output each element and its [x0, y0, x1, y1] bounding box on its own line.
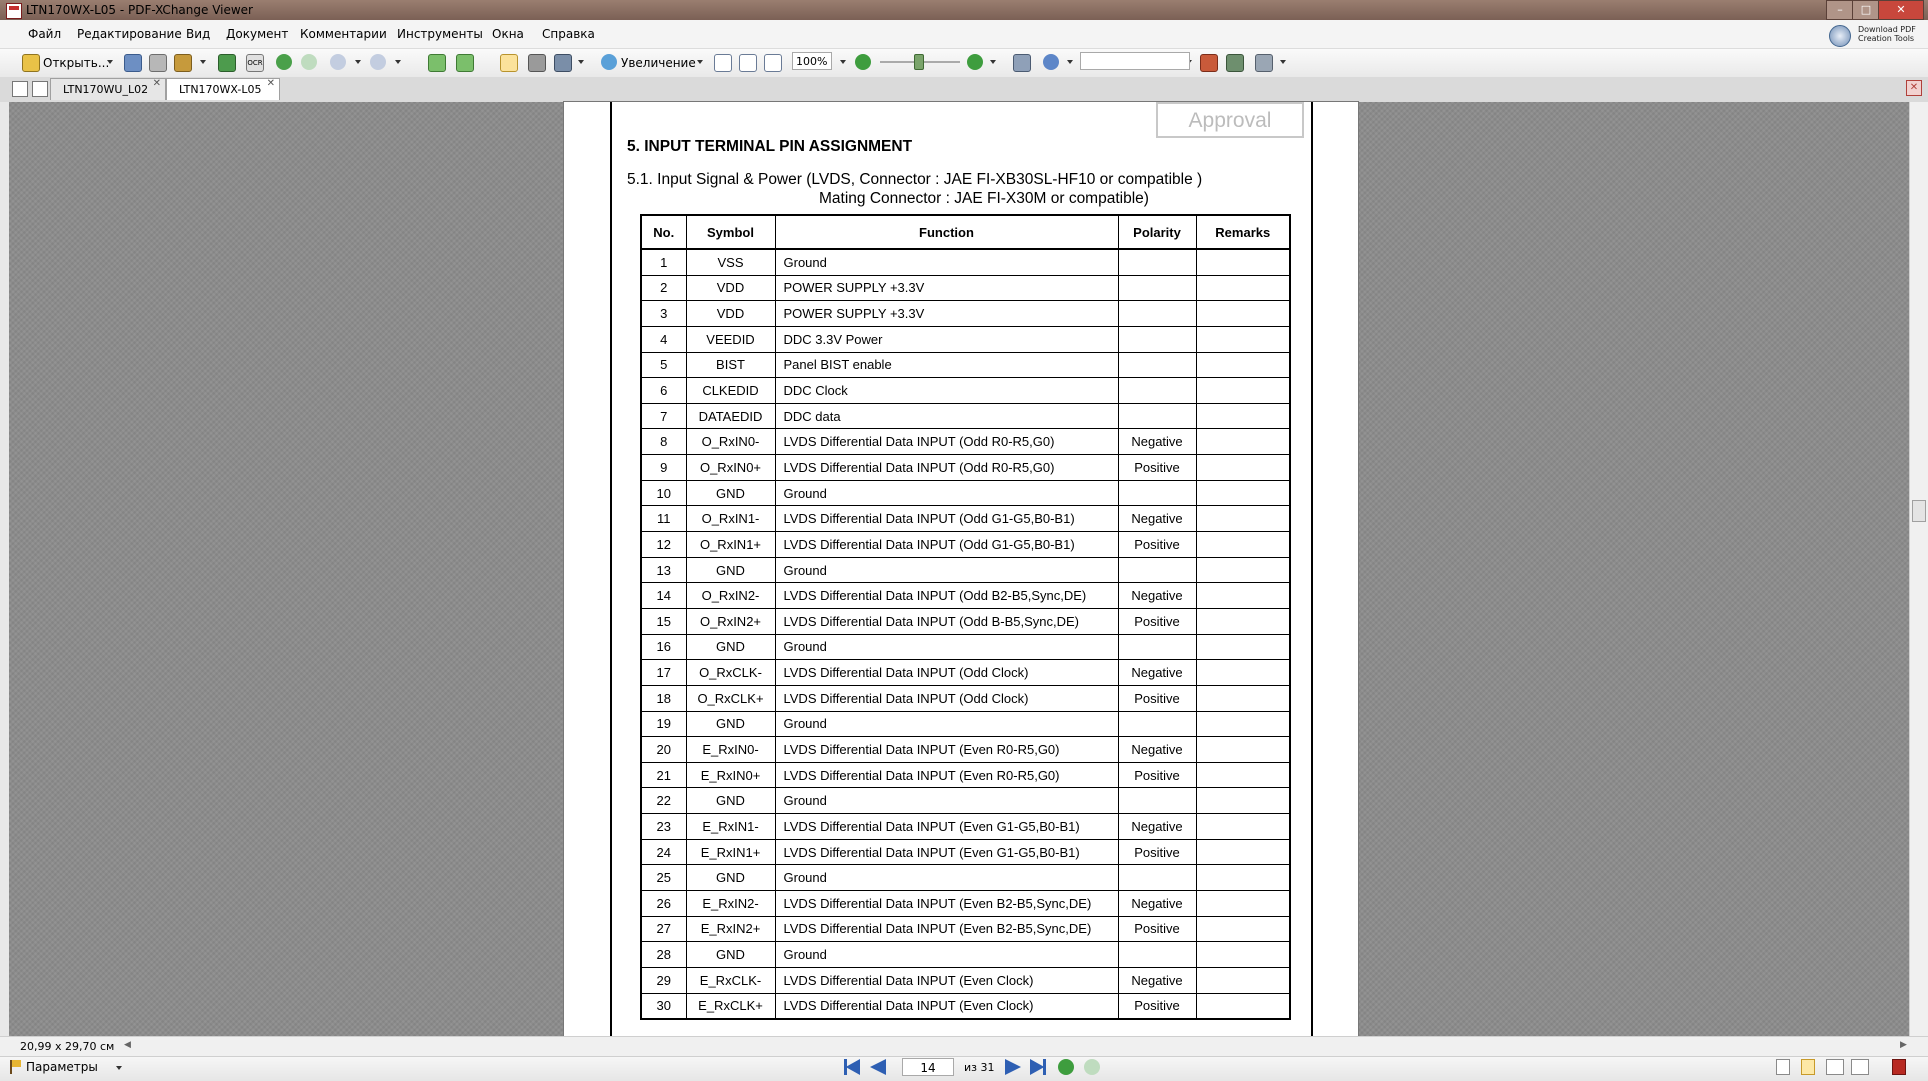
redo-dropdown-icon[interactable]: [395, 60, 401, 64]
cell-polarity: Positive: [1118, 532, 1196, 558]
page-number-input[interactable]: 14: [902, 1058, 954, 1076]
zoom-tool-dropdown-icon[interactable]: [697, 60, 703, 64]
cell-remarks: [1196, 301, 1290, 327]
cell-symbol: GND: [686, 634, 775, 660]
cell-symbol: BIST: [686, 352, 775, 378]
zoom-out-icon[interactable]: [855, 54, 871, 70]
cell-no: 12: [641, 532, 686, 558]
header-symbol: Symbol: [686, 215, 775, 249]
cell-function: LVDS Differential Data INPUT (Odd B2-B5,Sync,DE): [775, 583, 1118, 609]
menu-document[interactable]: Документ: [226, 27, 289, 41]
pin-assignment-table: [640, 214, 1291, 1020]
table-row: [641, 455, 1290, 481]
cell-symbol: GND: [686, 788, 775, 814]
table-row: [641, 993, 1290, 1019]
cell-polarity: [1118, 557, 1196, 583]
cell-function: Ground: [775, 249, 1118, 275]
table-row: [641, 891, 1290, 917]
pin-table-body: [641, 249, 1290, 1019]
select-dropdown-icon[interactable]: [578, 60, 584, 64]
cell-no: 26: [641, 891, 686, 917]
cell-polarity: Negative: [1118, 506, 1196, 532]
tab-close-icon[interactable]: ✕: [152, 78, 161, 89]
cell-function: LVDS Differential Data INPUT (Even R0-R5,G0): [775, 737, 1118, 763]
menu-windows[interactable]: Окна: [492, 27, 524, 41]
cell-no: 14: [641, 583, 686, 609]
table-row: [641, 737, 1290, 763]
cell-no: 17: [641, 660, 686, 686]
cell-polarity: Negative: [1118, 583, 1196, 609]
cell-symbol: VDD: [686, 275, 775, 301]
cell-remarks: [1196, 711, 1290, 737]
zoom-value-dropdown-icon[interactable]: [840, 60, 846, 64]
cell-polarity: Positive: [1118, 608, 1196, 634]
cell-remarks: [1196, 608, 1290, 634]
hand-icon[interactable]: [500, 54, 518, 72]
cell-remarks: [1196, 532, 1290, 558]
cell-polarity: [1118, 942, 1196, 968]
cell-remarks: [1196, 788, 1290, 814]
single-page-layout-icon[interactable]: [1776, 1059, 1790, 1075]
table-row: [641, 967, 1290, 993]
cell-function: LVDS Differential Data INPUT (Odd R0-R5,G0): [775, 429, 1118, 455]
cell-no: 30: [641, 993, 686, 1019]
cell-remarks: [1196, 557, 1290, 583]
download-tools-icon: [1829, 25, 1851, 47]
actual-size-icon[interactable]: [714, 54, 732, 72]
eye-icon[interactable]: [1013, 54, 1031, 72]
cell-symbol: O_RxIN0-: [686, 429, 775, 455]
cell-function: LVDS Differential Data INPUT (Even Clock): [775, 993, 1118, 1019]
cell-symbol: CLKEDID: [686, 378, 775, 404]
header-remarks: Remarks: [1196, 215, 1290, 249]
cell-polarity: [1118, 788, 1196, 814]
vertical-scrollbar[interactable]: [1909, 102, 1928, 1036]
cell-function: LVDS Differential Data INPUT (Odd Clock): [775, 685, 1118, 711]
download-pdf-tools-button[interactable]: [1826, 23, 1924, 47]
table-row: [641, 583, 1290, 609]
cell-remarks: [1196, 429, 1290, 455]
cell-no: 15: [641, 608, 686, 634]
select-icon[interactable]: [554, 54, 572, 72]
cell-remarks: [1196, 403, 1290, 429]
zoom-slider-thumb[interactable]: [914, 54, 924, 70]
cell-symbol: E_RxCLK-: [686, 967, 775, 993]
tab-list-icon[interactable]: [32, 81, 48, 97]
section-title: 5. INPUT TERMINAL PIN ASSIGNMENT: [627, 138, 913, 155]
cell-polarity: [1118, 378, 1196, 404]
tab-ltn170wx-l05[interactable]: [166, 78, 280, 100]
cell-no: 5: [641, 352, 686, 378]
cell-remarks: [1196, 891, 1290, 917]
cell-no: 29: [641, 967, 686, 993]
rotate-view-dropdown-icon[interactable]: [1067, 60, 1073, 64]
cell-function: LVDS Differential Data INPUT (Even B2-B5,Sync,DE): [775, 916, 1118, 942]
cell-remarks: [1196, 993, 1290, 1019]
header-function: Function: [775, 215, 1118, 249]
cell-polarity: Positive: [1118, 685, 1196, 711]
title-bar: [0, 0, 1928, 20]
cell-remarks: [1196, 326, 1290, 352]
cell-function: DDC data: [775, 403, 1118, 429]
cell-polarity: Negative: [1118, 429, 1196, 455]
cell-symbol: O_RxIN0+: [686, 455, 775, 481]
cell-symbol: VEEDID: [686, 326, 775, 352]
cell-function: LVDS Differential Data INPUT (Odd Clock): [775, 660, 1118, 686]
table-row: [641, 378, 1290, 404]
scan-dropdown-icon[interactable]: [200, 60, 206, 64]
tab-label: LTN170WU_L02: [63, 83, 149, 96]
cell-function: LVDS Differential Data INPUT (Odd G1-G5,B0-B1): [775, 532, 1118, 558]
cell-polarity: [1118, 352, 1196, 378]
search-input[interactable]: [1080, 52, 1190, 70]
section-subtitle-line1: 5.1. Input Signal & Power (LVDS, Connector : JAE FI-XB30SL-HF10 or compatible ): [627, 171, 1203, 188]
section-subtitle-line2: Mating Connector : JAE FI-X30M or compatible): [819, 190, 1149, 207]
fit-width-icon[interactable]: [764, 54, 782, 72]
cell-no: 1: [641, 249, 686, 275]
approval-stamp: Approval: [1156, 102, 1304, 138]
cell-no: 24: [641, 839, 686, 865]
cell-function: Panel BIST enable: [775, 352, 1118, 378]
fit-page-icon[interactable]: [739, 54, 757, 72]
cell-symbol: O_RxIN1-: [686, 506, 775, 532]
cell-remarks: [1196, 814, 1290, 840]
cell-no: 28: [641, 942, 686, 968]
find-icon[interactable]: [1200, 54, 1218, 72]
back-icon[interactable]: [276, 54, 292, 70]
close-document-icon[interactable]: ✕: [1906, 80, 1922, 96]
app-icon: [6, 3, 22, 19]
menu-tools[interactable]: Инструменты: [397, 27, 483, 41]
cell-remarks: [1196, 839, 1290, 865]
cell-function: Ground: [775, 788, 1118, 814]
open-icon[interactable]: [22, 54, 40, 72]
cell-symbol: VSS: [686, 249, 775, 275]
scroll-left-icon[interactable]: ◀: [124, 1040, 131, 1050]
cell-symbol: E_RxIN2-: [686, 891, 775, 917]
continuous-layout-icon[interactable]: [1801, 1059, 1815, 1075]
table-row: [641, 762, 1290, 788]
cell-remarks: [1196, 506, 1290, 532]
flag-icon: [10, 1060, 22, 1074]
zoom-in-icon[interactable]: [967, 54, 983, 70]
zoom-value-input[interactable]: 100%: [792, 52, 832, 70]
cell-function: LVDS Differential Data INPUT (Even G1-G5,B0-B1): [775, 839, 1118, 865]
print-icon[interactable]: [149, 54, 167, 72]
cell-symbol: GND: [686, 711, 775, 737]
cell-polarity: Positive: [1118, 455, 1196, 481]
table-row: [641, 916, 1290, 942]
cell-polarity: Negative: [1118, 660, 1196, 686]
download-tools-line1: Download PDF: [1858, 25, 1916, 34]
cell-function: LVDS Differential Data INPUT (Odd R0-R5,G0): [775, 455, 1118, 481]
cell-no: 19: [641, 711, 686, 737]
table-row: [641, 942, 1290, 968]
document-tab-strip: [0, 77, 1928, 103]
cell-remarks: [1196, 685, 1290, 711]
forward-icon[interactable]: [301, 54, 317, 70]
tab-label: LTN170WX-L05: [179, 83, 262, 96]
cell-function: LVDS Differential Data INPUT (Even R0-R5,G0): [775, 762, 1118, 788]
cell-function: Ground: [775, 711, 1118, 737]
minimize-button[interactable]: –: [1826, 0, 1854, 20]
table-row: [641, 532, 1290, 558]
cell-remarks: [1196, 916, 1290, 942]
rotate-view-icon[interactable]: [1043, 54, 1059, 70]
cell-no: 8: [641, 429, 686, 455]
cell-remarks: [1196, 634, 1290, 660]
export-icon[interactable]: [218, 54, 236, 72]
cell-no: 20: [641, 737, 686, 763]
cell-polarity: [1118, 480, 1196, 506]
rotate-right-icon[interactable]: [456, 54, 474, 72]
cell-remarks: [1196, 942, 1290, 968]
rotate-left-icon[interactable]: [428, 54, 446, 72]
cell-remarks: [1196, 378, 1290, 404]
table-row: [641, 275, 1290, 301]
cell-symbol: O_RxCLK+: [686, 685, 775, 711]
table-row: [641, 301, 1290, 327]
cell-remarks: [1196, 275, 1290, 301]
table-header-row: [641, 215, 1290, 249]
cell-polarity: Positive: [1118, 762, 1196, 788]
cell-remarks: [1196, 352, 1290, 378]
window-title: LTN170WX-L05 - PDF-XChange Viewer: [26, 3, 253, 17]
maximize-button[interactable]: □: [1852, 0, 1880, 20]
open-dropdown-icon[interactable]: [107, 60, 113, 64]
cell-function: Ground: [775, 942, 1118, 968]
table-row: [641, 660, 1290, 686]
cell-function: LVDS Differential Data INPUT (Odd G1-G5,B0-B1): [775, 506, 1118, 532]
header-no: No.: [641, 215, 686, 249]
nav-forward-icon[interactable]: [1084, 1059, 1100, 1075]
thumbnails-icon[interactable]: [12, 81, 28, 97]
table-row: [641, 608, 1290, 634]
cell-symbol: VDD: [686, 301, 775, 327]
menu-comments[interactable]: Комментарии: [300, 27, 387, 41]
cell-function: Ground: [775, 865, 1118, 891]
page-count-label: из 31: [964, 1061, 995, 1074]
cell-function: POWER SUPPLY +3.3V: [775, 301, 1118, 327]
menu-file[interactable]: Файл: [28, 27, 62, 41]
cell-no: 16: [641, 634, 686, 660]
cell-function: LVDS Differential Data INPUT (Even G1-G5,B0-B1): [775, 814, 1118, 840]
cell-polarity: [1118, 301, 1196, 327]
menu-bar: [0, 20, 1928, 49]
menu-edit[interactable]: Редактирование: [77, 27, 182, 41]
parameters-button[interactable]: Параметры: [26, 1060, 98, 1074]
table-row: [641, 480, 1290, 506]
table-row: [641, 839, 1290, 865]
cell-remarks: [1196, 737, 1290, 763]
cell-remarks: [1196, 660, 1290, 686]
table-row: [641, 326, 1290, 352]
cell-no: 7: [641, 403, 686, 429]
cell-no: 23: [641, 814, 686, 840]
find-next-icon[interactable]: [1226, 54, 1244, 72]
cell-function: LVDS Differential Data INPUT (Even B2-B5,Sync,DE): [775, 891, 1118, 917]
cell-polarity: [1118, 865, 1196, 891]
cell-symbol: E_RxIN1-: [686, 814, 775, 840]
cell-symbol: E_RxIN0+: [686, 762, 775, 788]
table-row: [641, 506, 1290, 532]
tab-close-icon[interactable]: ✕: [266, 78, 275, 89]
cell-no: 3: [641, 301, 686, 327]
close-button[interactable]: ✕: [1878, 0, 1924, 20]
cell-symbol: E_RxIN2+: [686, 916, 775, 942]
pdf-app-icon: [1892, 1059, 1906, 1075]
cell-symbol: O_RxIN2+: [686, 608, 775, 634]
table-row: [641, 557, 1290, 583]
cell-no: 25: [641, 865, 686, 891]
status-bar: [0, 1036, 1928, 1057]
cell-polarity: [1118, 711, 1196, 737]
cell-symbol: O_RxIN1+: [686, 532, 775, 558]
cell-function: POWER SUPPLY +3.3V: [775, 275, 1118, 301]
scan-icon[interactable]: [174, 54, 192, 72]
cell-symbol: O_RxCLK-: [686, 660, 775, 686]
settings-icon[interactable]: [1255, 54, 1273, 72]
cell-no: 9: [641, 455, 686, 481]
cell-symbol: GND: [686, 557, 775, 583]
cell-function: Ground: [775, 634, 1118, 660]
cell-polarity: [1118, 275, 1196, 301]
menu-view[interactable]: Вид: [186, 27, 211, 41]
cell-function: Ground: [775, 480, 1118, 506]
snapshot-icon[interactable]: [528, 54, 546, 72]
cell-polarity: [1118, 403, 1196, 429]
scroll-right-icon[interactable]: ▶: [1900, 1040, 1907, 1050]
cell-remarks: [1196, 480, 1290, 506]
cell-no: 21: [641, 762, 686, 788]
cell-polarity: [1118, 634, 1196, 660]
cell-function: DDC 3.3V Power: [775, 326, 1118, 352]
cell-symbol: GND: [686, 865, 775, 891]
table-row: [641, 711, 1290, 737]
cell-remarks: [1196, 865, 1290, 891]
cell-remarks: [1196, 967, 1290, 993]
cell-remarks: [1196, 762, 1290, 788]
undo-icon[interactable]: [330, 54, 346, 70]
toolbar: [0, 49, 1928, 78]
table-row: [641, 685, 1290, 711]
cell-function: DDC Clock: [775, 378, 1118, 404]
open-button-label[interactable]: Открыть...: [43, 56, 110, 70]
cell-remarks: [1196, 583, 1290, 609]
redo-icon[interactable]: [370, 54, 386, 70]
table-row: [641, 352, 1290, 378]
continuous-facing-layout-icon[interactable]: [1851, 1059, 1869, 1075]
table-row: [641, 429, 1290, 455]
vertical-scrollbar-thumb[interactable]: [1912, 500, 1926, 522]
cell-no: 13: [641, 557, 686, 583]
cell-remarks: [1196, 455, 1290, 481]
table-row: [641, 634, 1290, 660]
zoom-in-dropdown-icon[interactable]: [990, 60, 996, 64]
save-icon[interactable]: [124, 54, 142, 72]
cell-no: 18: [641, 685, 686, 711]
cell-remarks: [1196, 249, 1290, 275]
cell-function: Ground: [775, 557, 1118, 583]
cell-symbol: E_RxIN1+: [686, 839, 775, 865]
table-row: [641, 814, 1290, 840]
cell-polarity: Positive: [1118, 916, 1196, 942]
table-row: [641, 249, 1290, 275]
cell-no: 4: [641, 326, 686, 352]
cell-no: 2: [641, 275, 686, 301]
cell-no: 22: [641, 788, 686, 814]
cell-no: 27: [641, 916, 686, 942]
cell-no: 11: [641, 506, 686, 532]
tab-ltn170wu-l02[interactable]: [50, 78, 166, 100]
cell-no: 10: [641, 480, 686, 506]
nav-back-icon[interactable]: [1058, 1059, 1074, 1075]
cell-polarity: Positive: [1118, 993, 1196, 1019]
menu-help[interactable]: Справка: [542, 27, 595, 41]
cell-symbol: E_RxCLK+: [686, 993, 775, 1019]
cell-polarity: Negative: [1118, 737, 1196, 763]
cell-polarity: [1118, 249, 1196, 275]
cell-symbol: DATAEDID: [686, 403, 775, 429]
undo-dropdown-icon[interactable]: [355, 60, 361, 64]
ocr-icon[interactable]: OCR: [246, 54, 264, 72]
cell-polarity: Negative: [1118, 967, 1196, 993]
cell-function: LVDS Differential Data INPUT (Odd B-B5,Sync,DE): [775, 608, 1118, 634]
parameters-dropdown-icon[interactable]: [116, 1066, 122, 1070]
cell-polarity: Negative: [1118, 891, 1196, 917]
cell-no: 6: [641, 378, 686, 404]
settings-dropdown-icon[interactable]: [1280, 60, 1286, 64]
cell-symbol: GND: [686, 942, 775, 968]
header-polarity: Polarity: [1118, 215, 1196, 249]
table-row: [641, 865, 1290, 891]
cell-polarity: Negative: [1118, 814, 1196, 840]
page-size-label: 20,99 x 29,70 см: [20, 1040, 115, 1053]
zoom-icon[interactable]: [601, 54, 617, 70]
cell-polarity: Positive: [1118, 839, 1196, 865]
cell-symbol: O_RxIN2-: [686, 583, 775, 609]
facing-layout-icon[interactable]: [1826, 1059, 1844, 1075]
zoom-tool-label[interactable]: Увеличение: [621, 56, 696, 70]
cell-symbol: GND: [686, 480, 775, 506]
cell-polarity: [1118, 326, 1196, 352]
cell-function: LVDS Differential Data INPUT (Even Clock): [775, 967, 1118, 993]
download-tools-line2: Creation Tools: [1858, 34, 1915, 43]
table-row: [641, 788, 1290, 814]
cell-symbol: E_RxIN0-: [686, 737, 775, 763]
table-row: [641, 403, 1290, 429]
